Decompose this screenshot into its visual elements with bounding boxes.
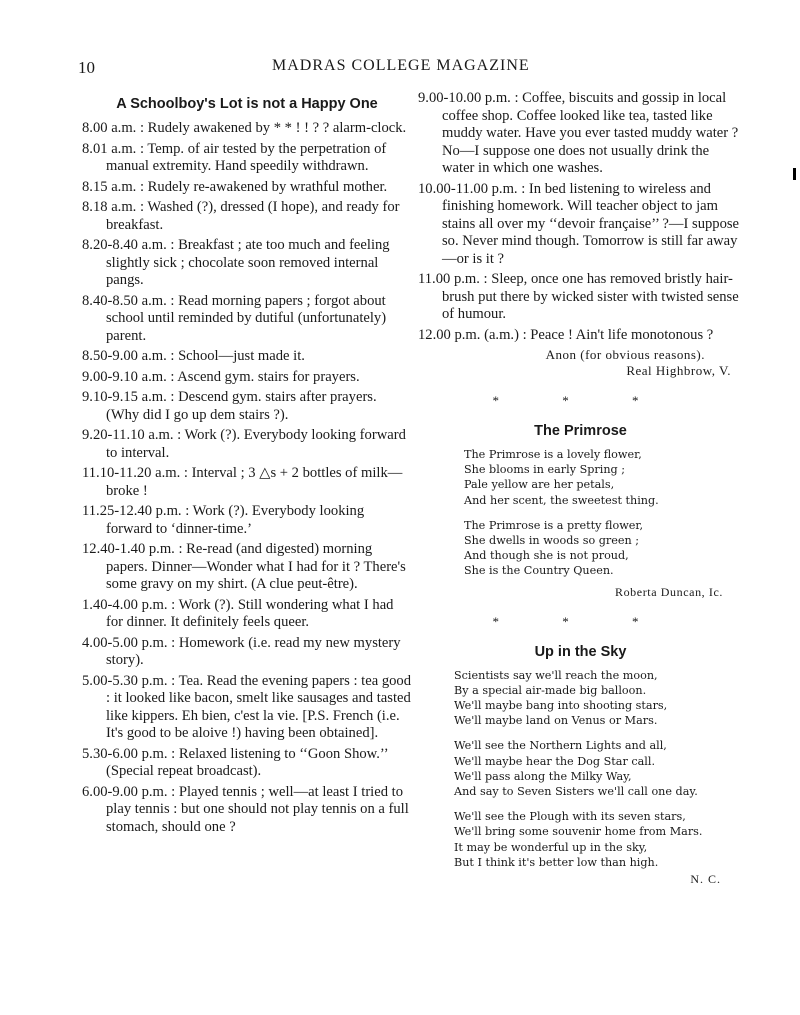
poem-line: We'll see the Plough with its seven stars,	[454, 810, 686, 824]
poem-title: Up in the Sky	[534, 643, 627, 660]
diary-entry: 11.25-12.40 p.m. : Work (?). Everybody looking forward to ‘dinner-time.’	[82, 503, 365, 537]
page-number: 10	[78, 58, 95, 77]
section-separator: * * *	[492, 393, 669, 408]
poem-credit: N. C.	[690, 872, 721, 887]
poem-line: She blooms in early Spring ;	[464, 463, 626, 477]
poem-line: The Primrose is a pretty flower,	[464, 518, 644, 532]
poem-stanza	[454, 809, 743, 870]
poem-line: And her scent, the sweetest thing.	[464, 493, 659, 507]
poem-line: We'll bring some souvenir home from Mars.	[454, 825, 703, 839]
diary-entry: 8.01 a.m. : Temp. of air tested by the perpetration of manual extremity. Hand speedily withdrawn.	[82, 140, 387, 174]
poem-line: We'll maybe bang into shooting stars,	[454, 699, 668, 713]
diary-entry: 5.30-6.00 p.m. : Relaxed listening to ‘‘Goon Show.’’ (Special repeat broadcast).	[82, 745, 388, 779]
poem-line: We'll see the Northern Lights and all,	[454, 739, 667, 753]
right-column	[418, 90, 743, 887]
diary-entry: 4.00-5.00 p.m. : Homework (i.e. read my new mystery story).	[82, 634, 401, 668]
article-title: A Schoolboy's Lot is not a Happy One	[116, 96, 378, 112]
diary-entry: 8.50-9.00 a.m. : School—just made it.	[82, 348, 305, 364]
poem-line: Pale yellow are her petals,	[464, 478, 615, 492]
poem-stanza	[454, 738, 743, 799]
section-separator: * * *	[492, 613, 669, 629]
poem-line: The Primrose is a lovely flower,	[464, 448, 642, 461]
diary-entry: 8.18 a.m. : Washed (?), dressed (I hope), and ready for breakfast.	[82, 199, 400, 233]
poem-line: We'll maybe hear the Dog Star call.	[454, 754, 656, 768]
diary-entry: 9.10-9.15 a.m. : Descend gym. stairs after prayers. (Why did I go up dem stairs ?).	[82, 389, 377, 423]
poem-line: She dwells in woods so green ;	[464, 534, 640, 548]
left-column	[82, 96, 412, 839]
poem-title: The Primrose	[534, 423, 627, 439]
poem-line: Scientists say we'll reach the moon,	[454, 668, 658, 682]
diary-entry: 9.00-9.10 a.m. : Ascend gym. stairs for prayers.	[82, 368, 360, 385]
diary-entry: 5.00-5.30 p.m. : Tea. Read the evening papers : tea good : it looked like bacon, smelt like sausages and tasted like kippers. Eh bien, c'est la vie. [P.S. French (i.e. It's good to be aloive !) having been obtained].	[82, 672, 412, 741]
poem-body	[418, 668, 743, 870]
diary-entry: 11.00 p.m. : Sleep, once one has removed bristly hair-brush put there by wicked sister with twisted sense of humour.	[418, 271, 739, 322]
poem-line: We'll pass along the Milky Way,	[454, 769, 632, 783]
poem-stanza	[454, 668, 743, 729]
running-head: MADRAS COLLEGE MAGAZINE	[272, 57, 530, 74]
poem-line: And say to Seven Sisters we'll call one day.	[454, 785, 698, 799]
poem-line: By a special air-made big balloon.	[454, 683, 647, 697]
diary-entry: 1.40-4.00 p.m. : Work (?). Still wondering what I had for dinner. It definitely feels queer.	[82, 596, 394, 630]
poem-line: It may be wonderful up in the sky,	[454, 840, 648, 854]
poem-line: And though she is not proud,	[464, 549, 629, 563]
poem-body	[418, 447, 743, 579]
diary-entry: 8.20-8.40 a.m. : Breakfast ; ate too much and feeling slightly sick ; chocolate soon removed internal pangs.	[82, 237, 390, 288]
diary-entry: 6.00-9.00 p.m. : Played tennis ; well—at least I tried to play tennis : but one should not play tennis on a full stomach, should one ?	[82, 783, 409, 835]
article-signature: Anon (for obvious reasons).	[545, 347, 705, 362]
diary-entry: 8.00 a.m. : Rudely awakened by * * ! ! ? ? alarm-clock.	[82, 120, 407, 136]
diary-entry: 8.40-8.50 a.m. : Read morning papers ; forgot about school until reminded by dutiful (unfortunately) parent.	[82, 292, 387, 344]
diary-entry: 11.10-11.20 a.m. : Interval ; 3 △s + 2 bottles of milk—broke !	[82, 465, 403, 499]
margin-mark	[793, 168, 796, 180]
poem-stanza	[464, 518, 743, 579]
poem-credit: Roberta Duncan, Ic.	[614, 584, 723, 599]
poem-line: But I think it's better low than high.	[454, 855, 659, 869]
diary-entry: 12.40-1.40 p.m. : Re-read (and digested) morning papers. Dinner—Wonder what I had for it ? There's some gravy on my shirt. (A clue peut-être).	[82, 541, 406, 592]
diary-entry: 9.20-11.10 a.m. : Work (?). Everybody looking forward to interval.	[82, 427, 406, 461]
poem-line: She is the Country Queen.	[464, 564, 614, 578]
poem-line: We'll maybe land on Venus or Mars.	[454, 714, 658, 728]
article-signature: Real Highbrow, V.	[626, 363, 731, 378]
diary-entry: 8.15 a.m. : Rudely re-awakened by wrathful mother.	[82, 178, 388, 195]
diary-entry: 9.00-10.00 p.m. : Coffee, biscuits and gossip in local coffee shop. Coffee looked like tea, tasted like muddy water. Have you ever tasted muddy water ? No—I suppose one does not usually drink the water in which one washes.	[418, 90, 739, 176]
poem-stanza	[464, 447, 743, 508]
diary-entry: 12.00 p.m. (a.m.) : Peace ! Ain't life monotonous ?	[418, 326, 714, 343]
diary-entry: 10.00-11.00 p.m. : In bed listening to wireless and finishing homework. Will teacher object to jam stains all over my ‘‘devoir française’’ ?—I suppose so. Never mind though. Tomorrow is still far away—or is it ?	[418, 180, 740, 267]
